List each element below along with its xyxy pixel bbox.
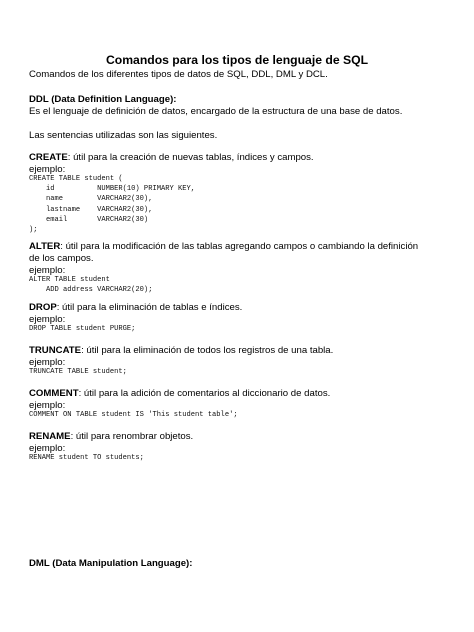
- comment-code-block: [29, 410, 238, 420]
- comment-description-line: [29, 388, 330, 400]
- ddl-sentences-intro: Las sentencias utilizadas son las siguientes.: [29, 130, 218, 141]
- code-line: DROP TABLE student PURGE;: [29, 325, 136, 333]
- code-line: id NUMBER(10) PRIMARY KEY,: [29, 185, 196, 194]
- alter-code-block: [29, 275, 152, 295]
- alter-description-cont: de los campos.: [29, 253, 94, 264]
- alter-description: : útil para la modificación de las tablas agregando campos o cambiando la definición: [60, 241, 419, 252]
- code-line: ALTER TABLE student: [29, 276, 110, 284]
- comment-example-label: ejemplo:: [29, 400, 66, 411]
- drop-keyword: DROP: [29, 302, 57, 313]
- create-code-block: [29, 174, 195, 235]
- alter-keyword: ALTER: [29, 241, 61, 252]
- drop-description: : útil para la eliminación de tablas e índices.: [56, 302, 243, 313]
- truncate-description-line: [29, 345, 333, 357]
- drop-description-line: [29, 302, 242, 314]
- drop-example-label: ejemplo:: [29, 314, 66, 325]
- intro-text: Comandos de los diferentes tipos de datos de SQL, DDL, DML y DCL.: [29, 69, 328, 80]
- comment-keyword: COMMENT: [29, 388, 79, 399]
- rename-example-label: ejemplo:: [29, 443, 66, 454]
- code-line: TRUNCATE TABLE student;: [29, 368, 127, 376]
- rename-description-line: [29, 431, 193, 443]
- truncate-example-label: ejemplo:: [29, 357, 66, 368]
- alter-description-line: [29, 241, 418, 253]
- dml-heading: DML (Data Manipulation Language):: [29, 558, 193, 569]
- create-example-label: ejemplo:: [29, 164, 66, 175]
- code-line: RENAME student TO students;: [29, 454, 144, 462]
- alter-example-label: ejemplo:: [29, 265, 66, 276]
- code-line: CREATE TABLE student (: [29, 175, 123, 183]
- drop-code-block: [29, 324, 135, 334]
- truncate-keyword: TRUNCATE: [29, 345, 82, 356]
- ddl-heading: DDL (Data Definition Language):: [29, 94, 177, 105]
- rename-keyword: RENAME: [29, 431, 71, 442]
- code-line: COMMENT ON TABLE student IS 'This student table';: [29, 411, 238, 419]
- code-line: );: [29, 226, 38, 235]
- create-description: : útil para la creación de nuevas tablas, índices y campos.: [67, 152, 314, 163]
- truncate-description: : útil para la eliminación de todos los registros de una tabla.: [81, 345, 334, 356]
- create-keyword: CREATE: [29, 152, 68, 163]
- code-line: email VARCHAR2(30): [29, 215, 149, 224]
- document-title: Comandos para los tipos de lenguaje de SQL: [105, 53, 369, 67]
- comment-description: : útil para la adición de comentarios al diccionario de datos.: [78, 388, 331, 399]
- truncate-code-block: [29, 367, 127, 377]
- code-line: name VARCHAR2(30),: [29, 195, 153, 204]
- code-line: ADD address VARCHAR2(20);: [29, 286, 153, 295]
- rename-description: : útil para renombrar objetos.: [70, 431, 194, 442]
- create-description-line: [29, 152, 314, 164]
- ddl-description: Es el lenguaje de definición de datos, encargado de la estructura de una base de datos.: [29, 106, 403, 117]
- code-line: lastname VARCHAR2(30),: [29, 205, 153, 214]
- rename-code-block: [29, 453, 144, 463]
